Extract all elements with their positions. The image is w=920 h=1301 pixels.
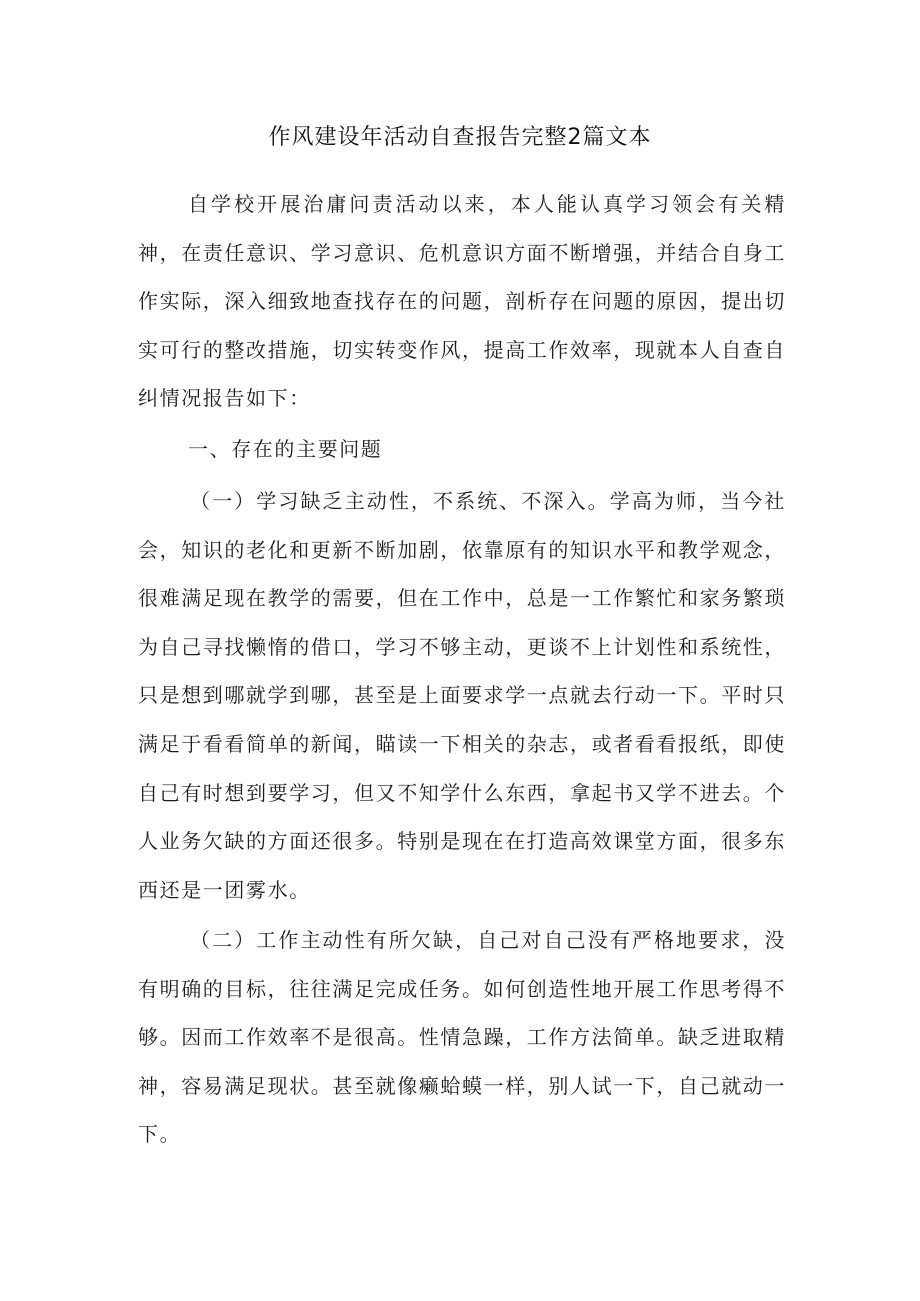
intro-paragraph: 自学校开展治庸问责活动以来，本人能认真学习领会有关精神，在责任意识、学习意识、危机意识方面不断增强，并结合自身工作实际，深入细致地查找存在的问题，剖析存在问题的原因，提出切实可行的整改措施，切实转变作风，提高工作效率，现就本人自查自纠情况报告如下： [138, 192, 786, 411]
section-heading: 一、存在的主要问题 [188, 437, 383, 461]
document-title: 作风建设年活动自查报告完整2篇文本 [268, 125, 652, 150]
problem-item-2: （二）工作主动性有所欠缺，自己对自己没有严格地要求，没有明确的目标，往往满足完成任务。如何创造性地开展工作思考得不够。因而工作效率不是很高。性情急躁，工作方法简单。缺乏进取精神，容易满足现状。甚至就像癞蛤蟆一样，别人试一下，自己就动一下。 [138, 928, 786, 1147]
problem-item-1: （一）学习缺乏主动性，不系统、不深入。学高为师，当今社会，知识的老化和更新不断加剧，依靠原有的知识水平和教学观念，很难满足现在教学的需要，但在工作中，总是一工作繁忙和家务繁琐为自己寻找懒惰的借口，学习不够主动，更谈不上计划性和系统性，只是想到哪就学到哪，甚至是上面要求学一点就去行动一下。平时只满足于看看简单的新闻，瞄读一下相关的杂志，或者看看报纸，即使自己有时想到要学习，但又不知学什么东西，拿起书又学不进去。个人业务欠缺的方面还很多。特别是现在在打造高效课堂方面，很多东西还是一团雾水。 [138, 489, 786, 902]
